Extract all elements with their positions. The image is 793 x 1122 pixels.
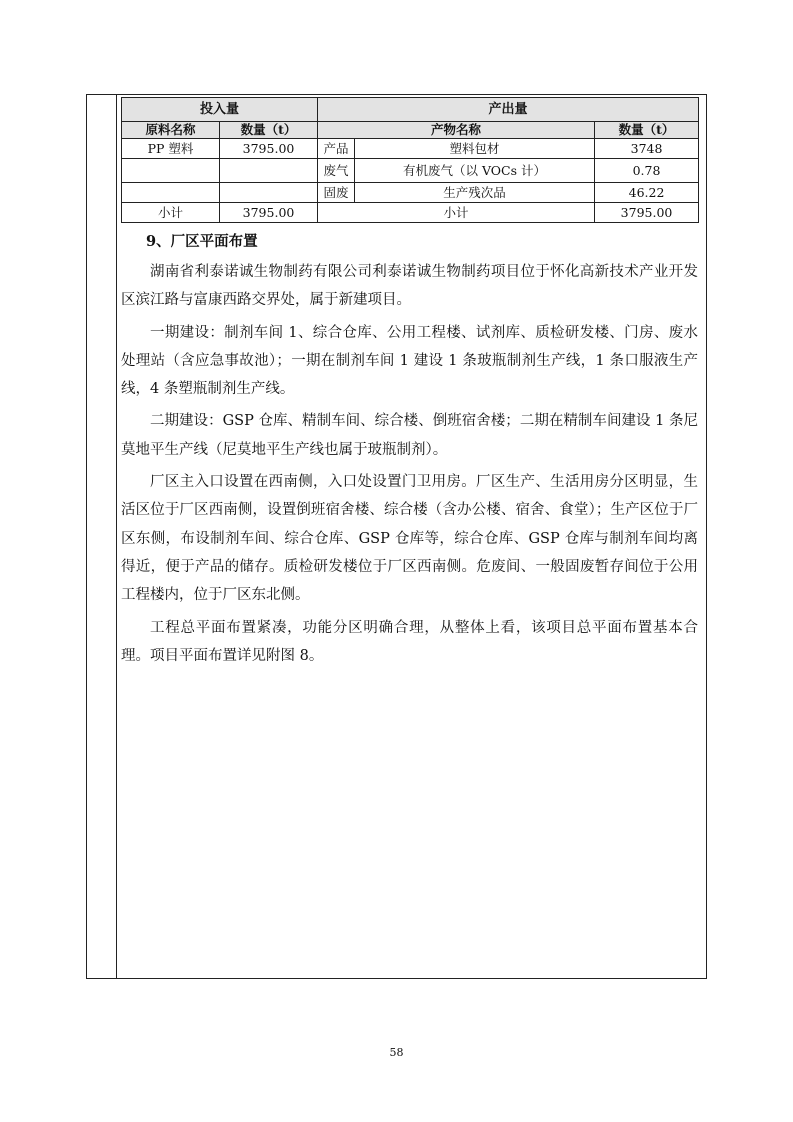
page-number: 58 <box>389 1046 404 1059</box>
material-cell: PP 塑料 <box>122 139 220 159</box>
input-header: 投入量 <box>122 98 318 122</box>
output-qty-cell: 0.78 <box>595 159 699 183</box>
col-input-qty-header: 数量（t） <box>220 122 318 139</box>
subtotal-row <box>122 203 699 223</box>
output-qty-cell: 46.22 <box>595 183 699 203</box>
col-product-header: 产物名称 <box>318 122 595 139</box>
subtotal-out-label: 小计 <box>318 203 595 223</box>
category-cell: 固废 <box>318 183 355 203</box>
section-heading: 9、厂区平面布置 <box>146 233 258 250</box>
output-qty-cell: 3748 <box>595 139 699 159</box>
frame-left-column-divider <box>116 94 117 979</box>
table-column-header-row <box>122 122 699 139</box>
table-row <box>122 183 699 203</box>
section-body <box>121 258 698 674</box>
input-qty-cell <box>220 159 318 183</box>
paragraph: 厂区主入口设置在西南侧，入口处设置门卫用房。厂区生产、生活用房分区明显，生活区位于厂区西南侧，设置倒班宿舍楼、综合楼（含办公楼、宿舍、食堂）；生产区位于厂区东侧，布设制剂车间、综合仓库、GSP 仓库等，综合仓库、GSP 仓库与制剂车间均离得近，便于产品的储存。质检研发楼位于厂区西南侧。危废间、一般固废暂存间位于公用工程楼内，位于厂区东北侧。 <box>121 474 698 604</box>
product-cell: 有机废气（以 VOCs 计） <box>355 159 595 183</box>
table-row <box>122 159 699 183</box>
col-output-qty-header: 数量（t） <box>595 122 699 139</box>
subtotal-out-value: 3795.00 <box>595 203 699 223</box>
paragraph: 二期建设：GSP 仓库、精制车间、综合楼、倒班宿舍楼；二期在精制车间建设 1 条尼莫地平生产线（尼莫地平生产线也属于玻瓶制剂）。 <box>121 413 698 458</box>
subtotal-in-value: 3795.00 <box>220 203 318 223</box>
col-material-header: 原料名称 <box>122 122 220 139</box>
product-cell: 生产残次品 <box>355 183 595 203</box>
paragraph: 一期建设：制剂车间 1、综合仓库、公用工程楼、试剂库、质检研发楼、门房、废水处理站（含应急事故池）；一期在制剂车间 1 建设 1 条玻瓶制剂生产线，1 条口服液生产线，4 条塑瓶制剂生产线。 <box>121 324 698 398</box>
paragraph: 湖南省利泰诺诚生物制药有限公司利泰诺诚生物制药项目位于怀化高新技术产业开发区滨江路与富康西路交界处，属于新建项目。 <box>121 264 698 309</box>
product-cell: 塑料包材 <box>355 139 595 159</box>
input-qty-cell <box>220 183 318 203</box>
material-cell <box>122 183 220 203</box>
subtotal-in-label: 小计 <box>122 203 220 223</box>
material-cell <box>122 159 220 183</box>
paragraph: 工程总平面布置紧凑，功能分区明确合理，从整体上看，该项目总平面布置基本合理。项目平面布置详见附图 8。 <box>121 619 698 664</box>
material-balance-table <box>121 97 699 223</box>
output-header: 产出量 <box>318 98 699 122</box>
table-row <box>122 139 699 159</box>
category-cell: 产品 <box>318 139 355 159</box>
category-cell: 废气 <box>318 159 355 183</box>
input-qty-cell: 3795.00 <box>220 139 318 159</box>
table-group-header-row <box>122 98 699 122</box>
